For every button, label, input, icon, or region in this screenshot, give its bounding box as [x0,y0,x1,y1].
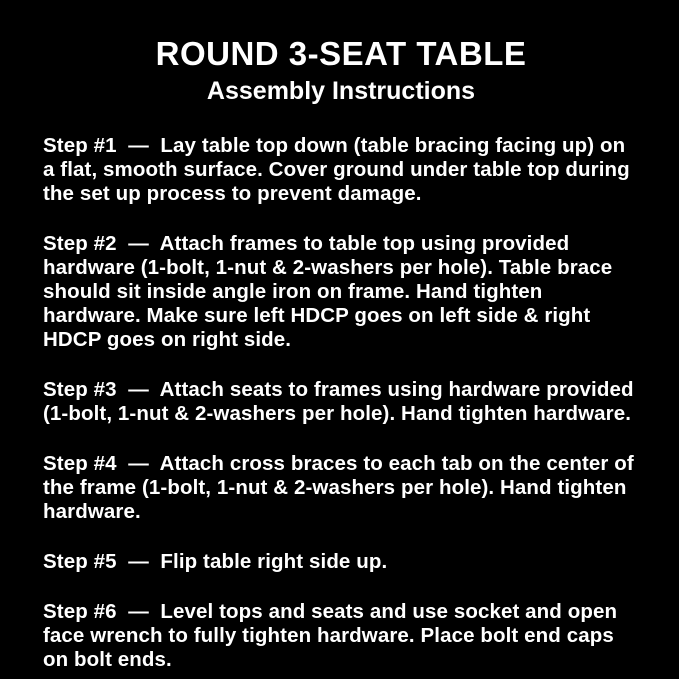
step-paragraph-4: Step #4 — Attach cross braces to each tab on the center of the frame (1-bolt, 1-nut & 2-washers per hole). Hand tighten hardware. [43,451,640,523]
step-paragraph-6: Step #6 — Level tops and seats and use socket and open face wrench to fully tighten hardware. Place bolt end caps on bolt ends. [43,599,623,671]
step-paragraph-1: Step #1 — Lay table top down (table bracing facing up) on a flat, smooth surface. Cover ground under table top during the set up process to prevent damage. [43,133,636,205]
page-title: ROUND 3-SEAT TABLE [155,35,527,72]
page-subtitle: Assembly Instructions [206,77,476,106]
steps-list [43,134,639,672]
step-paragraph-3: Step #3 — Attach seats to frames using hardware provided (1-bolt, 1-nut & 2-washers per hole). Hand tighten hardware. [43,377,640,425]
step-paragraph-5: Step #5 — Flip table right side up. [43,549,388,573]
step-paragraph-2: Step #2 — Attach frames to table top using provided hardware (1-bolt, 1-nut & 2-washers per hole). Table brace should sit inside angle iron on frame. Hand tighten hardware. Make sure left HDCP goes on left side & right HDCP goes on right side. [43,231,619,351]
